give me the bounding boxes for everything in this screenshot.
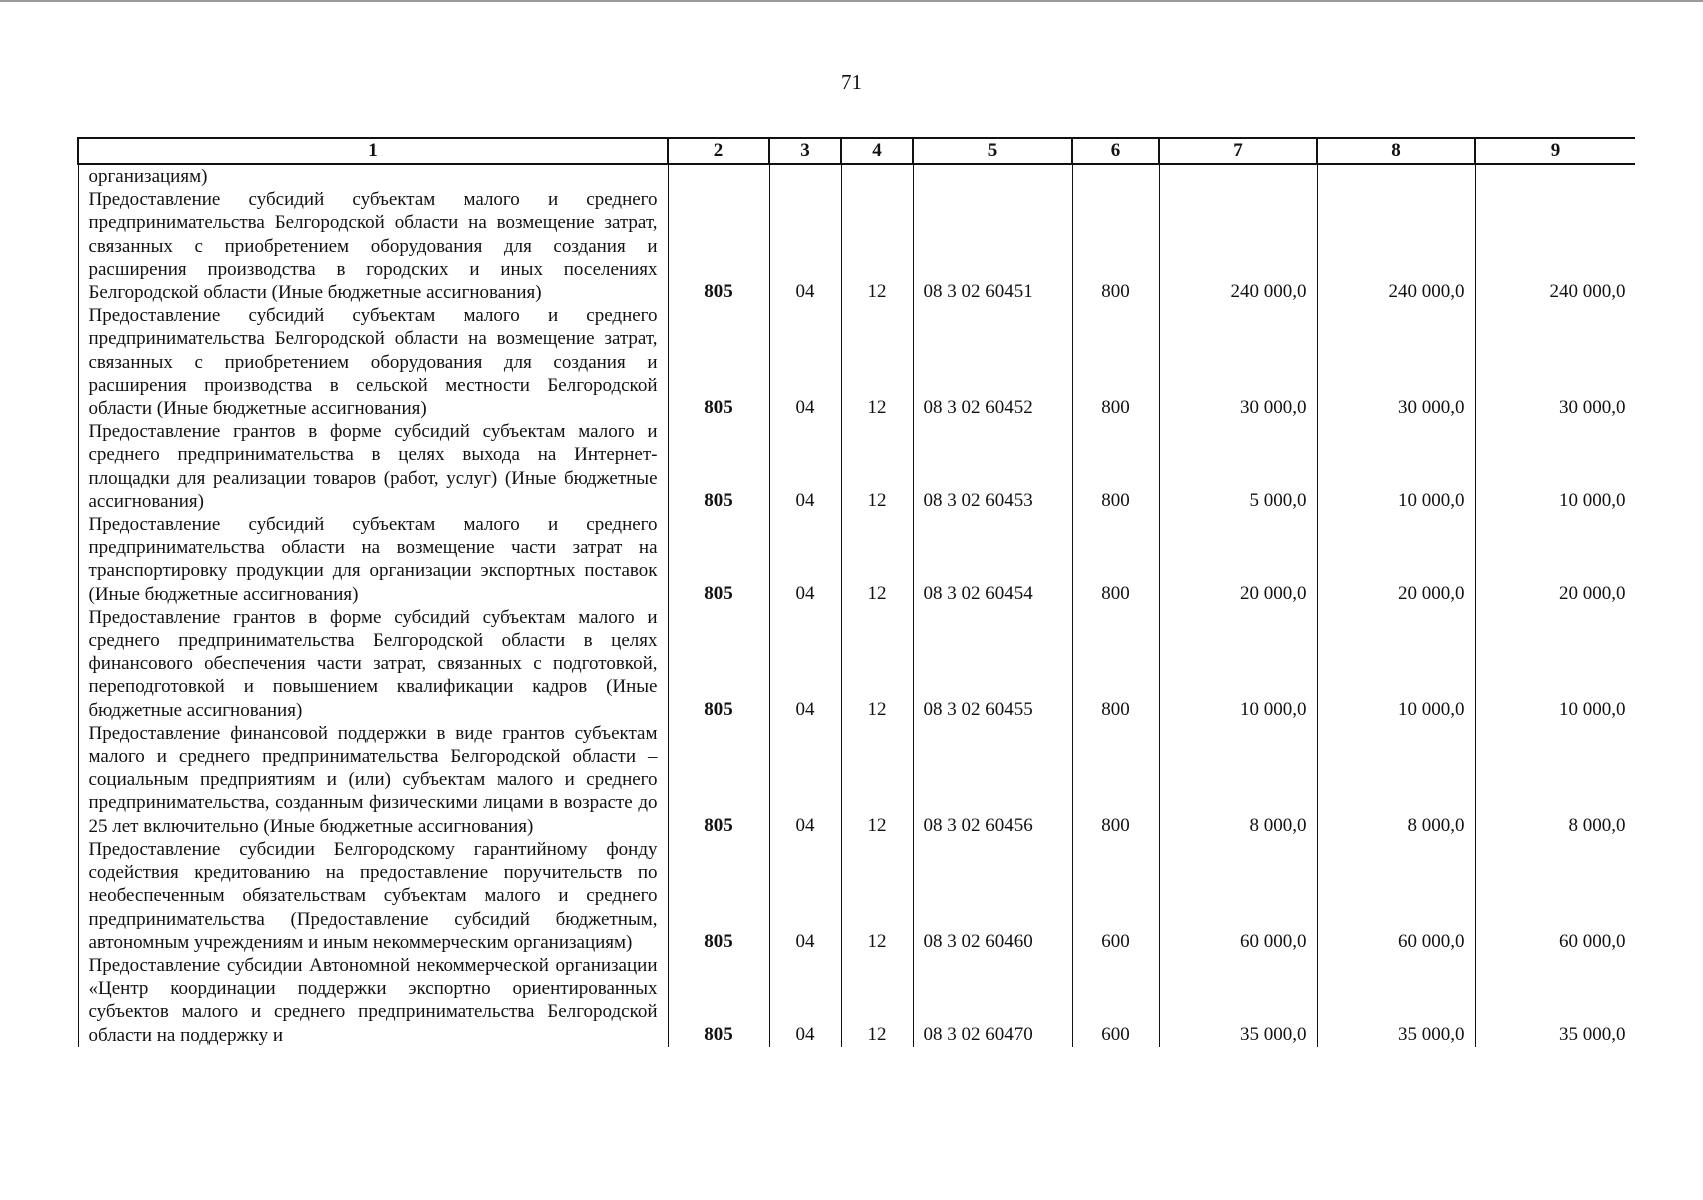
row-section: 04 <box>769 304 841 420</box>
row-description: Предоставление грантов в форме субсидий субъектам малого и среднего предпринимательства Белгородской области в целях финансового обеспечения части затрат, связанных с подготовкой, переподготовкой и повышением квалификации кадров (Иные бюджетные ассигнования) <box>78 606 668 722</box>
row-amount-year-3: 240 000,0 <box>1475 188 1635 304</box>
row-amount-year-2: 10 000,0 <box>1317 420 1475 513</box>
row-ministry-code: 805 <box>668 838 769 954</box>
row-ministry-code: 805 <box>668 420 769 513</box>
column-header: 5 <box>913 138 1072 164</box>
row-target-article: 08 3 02 60454 <box>913 513 1072 606</box>
row-description: Предоставление грантов в форме субсидий субъектам малого и среднего предпринимательства в целях выхода на Интернет-площадки для реализации товаров (работ, услуг) (Иные бюджетные ассигнования) <box>78 420 668 513</box>
row-subsection: 12 <box>841 420 913 513</box>
column-header: 7 <box>1159 138 1317 164</box>
row-target-article: 08 3 02 60470 <box>913 954 1072 1047</box>
row-subsection: 12 <box>841 304 913 420</box>
row-description: Предоставление субсидий субъектам малого и среднего предпринимательства Белгородской области на возмещение затрат, связанных с приобретением оборудования для создания и расширения производства в городских и иных поселениях Белгородской области (Иные бюджетные ассигнования) <box>78 188 668 304</box>
row-description: Предоставление субсидий субъектам малого и среднего предпринимательства Белгородской области на возмещение затрат, связанных с приобретением оборудования для создания и расширения производства в сельской местности Белгородской области (Иные бюджетные ассигнования) <box>78 304 668 420</box>
row-section: 04 <box>769 513 841 606</box>
column-header: 9 <box>1475 138 1635 164</box>
table-row <box>78 513 1635 606</box>
row-ministry-code: 805 <box>668 188 769 304</box>
row-expense-type: 600 <box>1072 954 1159 1047</box>
row-amount-year-2: 60 000,0 <box>1317 838 1475 954</box>
row-description: организациям) <box>78 164 668 188</box>
row-amount-year-2: 20 000,0 <box>1317 513 1475 606</box>
row-amount-year-3: 30 000,0 <box>1475 304 1635 420</box>
row-subsection: 12 <box>841 606 913 722</box>
row-amount-year-2: 35 000,0 <box>1317 954 1475 1047</box>
row-section: 04 <box>769 954 841 1047</box>
row-expense-type: 800 <box>1072 722 1159 838</box>
row-expense-type: 800 <box>1072 304 1159 420</box>
row-expense-type: 800 <box>1072 188 1159 304</box>
table-row <box>78 722 1635 838</box>
row-amount-year-1: 30 000,0 <box>1159 304 1317 420</box>
row-ministry-code: 805 <box>668 722 769 838</box>
table-body <box>78 164 1635 1047</box>
column-header: 3 <box>769 138 841 164</box>
row-target-article: 08 3 02 60460 <box>913 838 1072 954</box>
column-header: 4 <box>841 138 913 164</box>
row-amount-year-1: 20 000,0 <box>1159 513 1317 606</box>
table-row <box>78 420 1635 513</box>
row-amount-year-3: 20 000,0 <box>1475 513 1635 606</box>
table-row <box>78 304 1635 420</box>
row-subsection: 12 <box>841 188 913 304</box>
row-amount-year-1: 8 000,0 <box>1159 722 1317 838</box>
table-row-continuation <box>78 164 1635 188</box>
table-row <box>78 188 1635 304</box>
row-section: 04 <box>769 838 841 954</box>
table-row <box>78 954 1635 1047</box>
column-header: 1 <box>78 138 668 164</box>
row-section: 04 <box>769 606 841 722</box>
row-ministry-code: 805 <box>668 954 769 1047</box>
row-description: Предоставление субсидий субъектам малого и среднего предпринимательства области на возмещение части затрат на транспортировку продукции для организации экспортных поставок (Иные бюджетные ассигнования) <box>78 513 668 606</box>
row-amount-year-2: 10 000,0 <box>1317 606 1475 722</box>
row-amount-year-1: 10 000,0 <box>1159 606 1317 722</box>
scan-top-edge <box>0 0 1703 2</box>
table-row <box>78 606 1635 722</box>
row-amount-year-1: 35 000,0 <box>1159 954 1317 1047</box>
page-number: 71 <box>841 70 862 94</box>
row-subsection: 12 <box>841 838 913 954</box>
row-section: 04 <box>769 420 841 513</box>
row-amount-year-2: 240 000,0 <box>1317 188 1475 304</box>
row-amount-year-3: 10 000,0 <box>1475 420 1635 513</box>
column-header: 6 <box>1072 138 1159 164</box>
table-header-row <box>78 138 1635 164</box>
row-target-article: 08 3 02 60451 <box>913 188 1072 304</box>
row-subsection: 12 <box>841 513 913 606</box>
row-amount-year-1: 60 000,0 <box>1159 838 1317 954</box>
row-amount-year-3: 8 000,0 <box>1475 722 1635 838</box>
row-expense-type: 800 <box>1072 606 1159 722</box>
row-target-article: 08 3 02 60455 <box>913 606 1072 722</box>
row-amount-year-3: 35 000,0 <box>1475 954 1635 1047</box>
row-target-article: 08 3 02 60456 <box>913 722 1072 838</box>
row-subsection: 12 <box>841 722 913 838</box>
row-section: 04 <box>769 188 841 304</box>
column-header: 2 <box>668 138 769 164</box>
row-description: Предоставление субсидии Автономной некоммерческой организации «Центр координации поддержки экспортно ориентированных субъектов малого и среднего предпринимательства Белгородской области на поддержку и <box>78 954 668 1047</box>
row-expense-type: 800 <box>1072 513 1159 606</box>
row-section: 04 <box>769 722 841 838</box>
budget-table-container <box>77 137 1635 1091</box>
row-target-article: 08 3 02 60453 <box>913 420 1072 513</box>
row-amount-year-1: 5 000,0 <box>1159 420 1317 513</box>
row-amount-year-2: 8 000,0 <box>1317 722 1475 838</box>
row-expense-type: 600 <box>1072 838 1159 954</box>
table-row <box>78 838 1635 954</box>
row-ministry-code: 805 <box>668 606 769 722</box>
row-amount-year-1: 240 000,0 <box>1159 188 1317 304</box>
row-amount-year-2: 30 000,0 <box>1317 304 1475 420</box>
row-amount-year-3: 60 000,0 <box>1475 838 1635 954</box>
row-ministry-code: 805 <box>668 513 769 606</box>
row-expense-type: 800 <box>1072 420 1159 513</box>
column-header: 8 <box>1317 138 1475 164</box>
budget-table <box>77 137 1635 1047</box>
row-description: Предоставление субсидии Белгородскому гарантийному фонду содействия кредитованию на предоставление поручительств по необеспеченным обязательствам субъектам малого и среднего предпринимательства (Предоставление субсидий бюджетным, автономным учреждениям и иным некоммерческим организациям) <box>78 838 668 954</box>
row-ministry-code: 805 <box>668 304 769 420</box>
row-target-article: 08 3 02 60452 <box>913 304 1072 420</box>
row-amount-year-3: 10 000,0 <box>1475 606 1635 722</box>
row-subsection: 12 <box>841 954 913 1047</box>
row-description: Предоставление финансовой поддержки в виде грантов субъектам малого и среднего предпринимательства Белгородской области – социальным предприятиям и (или) субъектам малого и среднего предпринимательства, созданным физическими лицами в возрасте до 25 лет включительно (Иные бюджетные ассигнования) <box>78 722 668 838</box>
